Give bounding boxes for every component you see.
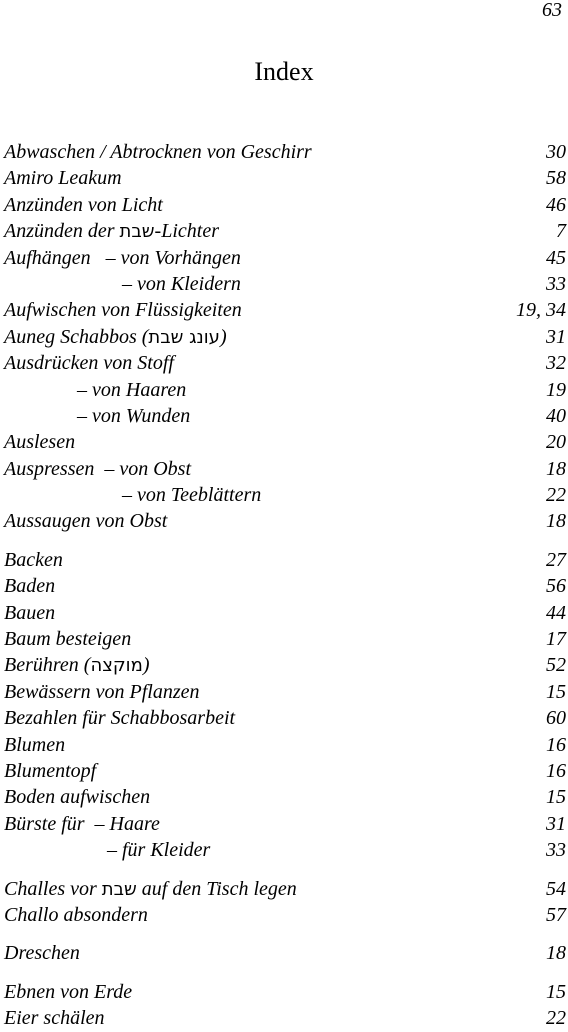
index-entry: [4, 626, 566, 652]
index-term-text: Blumentopf: [4, 759, 97, 782]
index-page-ref: 18: [546, 457, 566, 480]
index-term-text: – von Kleidern: [122, 272, 241, 295]
index-term: [4, 652, 149, 679]
index-term: [4, 940, 80, 966]
index-page-ref: 52: [546, 654, 566, 677]
index-term-text: Anzünden von Licht: [4, 193, 163, 216]
index-term: [4, 139, 312, 165]
index-term: [4, 573, 55, 599]
index-page-ref: 22: [546, 484, 566, 507]
index-term: [4, 165, 122, 191]
index-term-suffix: ): [219, 325, 227, 348]
index-term: [4, 324, 227, 351]
index-term-hebrew: שבת: [101, 878, 137, 900]
index-term-suffix: ): [142, 654, 150, 677]
index-term: [4, 626, 131, 652]
index-entry: [4, 192, 566, 218]
index-term: [77, 377, 186, 403]
index-page-ref: 19, 34: [516, 299, 566, 322]
index-page-ref: 30: [546, 141, 566, 163]
index-term: [122, 482, 261, 508]
index-term: [77, 403, 190, 429]
index-term: [4, 245, 241, 271]
index-term: [4, 732, 65, 758]
index-page-ref: 18: [546, 510, 566, 533]
index-term-hebrew: שבת: [119, 221, 155, 243]
index-entry: [4, 902, 566, 928]
index-term-text: Bezahlen für Schabbosarbeit: [4, 707, 236, 730]
index-entry: [4, 482, 566, 508]
index-entry: [4, 403, 566, 429]
index-term-text: Aufhängen – von Vorhängen: [4, 246, 241, 269]
index-entry: [4, 784, 566, 810]
index-entry: [4, 1005, 566, 1031]
index-entry: [4, 979, 566, 1005]
index-term-text: Amiro Leakum: [4, 167, 122, 190]
index-term-text: – von Wunden: [77, 404, 191, 427]
index-entry: [4, 456, 566, 482]
index-term: [4, 429, 75, 455]
index-entry: [4, 732, 566, 758]
index-term: [4, 705, 235, 731]
index-term-text: – für Kleider: [107, 839, 211, 862]
index-page-ref: 17: [546, 628, 566, 651]
index-page-ref: 60: [546, 707, 566, 730]
index-term: [4, 218, 219, 245]
index-entry: [4, 429, 566, 455]
index-term-text: Aufwischen von Flüssigkeiten: [4, 299, 242, 322]
index-page-ref: 18: [546, 942, 566, 965]
index-term: [4, 784, 150, 810]
index-entry: [4, 218, 566, 244]
index-entry: [4, 165, 566, 191]
index-page-ref: 40: [546, 404, 566, 427]
index-term: [4, 297, 242, 323]
index-entry: [4, 508, 566, 534]
index-page-ref: 15: [546, 680, 566, 703]
index-term-text: Aussaugen von Obst: [4, 510, 168, 533]
index-entry: [4, 297, 566, 323]
index-entry: [4, 811, 566, 837]
index-page-ref: 57: [546, 903, 566, 926]
index-page-ref: 16: [546, 733, 566, 756]
index-page-ref: 33: [546, 272, 566, 295]
index-term: [4, 979, 132, 1005]
index-term-text: Challes vor: [4, 877, 102, 900]
index-term-text: Bürste für – Haare: [4, 812, 160, 835]
index-term-text: Abwaschen / Abtrocknen von Geschirr: [4, 141, 312, 163]
index-page-ref: 45: [546, 246, 566, 269]
index-term-text: Ausdrücken von Stoff: [4, 352, 174, 375]
index-term-text: Auspressen – von Obst: [4, 457, 192, 480]
index-entry: [4, 377, 566, 403]
index-term-text: Berühren (: [4, 654, 91, 677]
index-entry: [4, 758, 566, 784]
index-page-ref: 44: [546, 601, 566, 624]
index-entry: [4, 139, 566, 165]
index-term: [4, 192, 163, 218]
index-term: [4, 508, 167, 534]
index-term: [4, 600, 55, 626]
index-term-text: Eier schälen: [4, 1007, 105, 1030]
index-entry: [4, 350, 566, 376]
index-page-ref: 7: [556, 220, 566, 243]
index-term: [4, 758, 96, 784]
index-page-ref: 16: [546, 759, 566, 782]
index-term-text: Blumen: [4, 733, 66, 756]
index-term-hebrew: מוקצה: [90, 655, 143, 677]
index-page-ref: 22: [546, 1007, 566, 1030]
index-entry: [4, 547, 566, 573]
index-page-ref: 27: [546, 548, 566, 571]
index-entry: [4, 679, 566, 705]
index-page-ref: 32: [546, 352, 566, 375]
index-term-text: Auneg Schabbos (: [4, 325, 149, 348]
index-term: [122, 271, 241, 297]
index-term-text: Backen: [4, 548, 63, 571]
index-page-ref: 33: [546, 839, 566, 862]
index-term-text: Ebnen von Erde: [4, 980, 133, 1003]
index-page-ref: 19: [546, 378, 566, 401]
index-term-text: Challo absondern: [4, 903, 148, 926]
index-term-text: Baum besteigen: [4, 628, 132, 651]
index-page-ref: 31: [546, 325, 566, 348]
index-entry: [4, 876, 566, 902]
index-term-text: Boden aufwischen: [4, 786, 151, 809]
index-entry: [4, 245, 566, 271]
index-term: [4, 1005, 105, 1031]
index-term: [4, 811, 160, 837]
index-page-ref: 58: [546, 167, 566, 190]
index-term: [4, 902, 148, 928]
index-page-ref: 54: [546, 877, 566, 900]
index-entry: [4, 573, 566, 599]
index-term: [4, 876, 297, 903]
index-page-ref: 31: [546, 812, 566, 835]
index-term: [4, 547, 63, 573]
index-term-text: Bewässern von Pflanzen: [4, 680, 200, 703]
index-term-text: Auslesen: [4, 431, 76, 454]
index-term-text: – von Teeblättern: [122, 484, 262, 507]
index-term-text: – von Haaren: [77, 378, 187, 401]
index-entry: [4, 271, 566, 297]
index-term-text: Bauen: [4, 601, 56, 624]
index-term: [4, 350, 174, 376]
page-title: Index: [254, 57, 314, 86]
index-term-hebrew: עונג שבת: [148, 326, 220, 348]
index-page-ref: 46: [546, 193, 566, 216]
index-term-text: Dreschen: [4, 942, 80, 965]
index-entry: [4, 705, 566, 731]
index-entry: [4, 940, 566, 966]
index-entry: [4, 652, 566, 678]
index-page-ref: 15: [546, 786, 566, 809]
index-page-ref: 15: [546, 980, 566, 1003]
index-term-suffix: auf den Tisch legen: [136, 877, 297, 900]
index-entry: [4, 324, 566, 350]
index-entry: [4, 600, 566, 626]
index-page-ref: 56: [546, 575, 566, 598]
page-number: 63: [542, 0, 562, 21]
index-page-ref: 20: [546, 431, 566, 454]
index-term-suffix: -Lichter: [154, 220, 219, 243]
index-entry: [4, 837, 566, 863]
index-term-text: Anzünden der: [4, 220, 120, 243]
index-term: [4, 456, 191, 482]
index-term: [4, 679, 200, 705]
index-list: [4, 139, 566, 1032]
index-term-text: Baden: [4, 575, 56, 598]
index-term: [107, 837, 210, 863]
